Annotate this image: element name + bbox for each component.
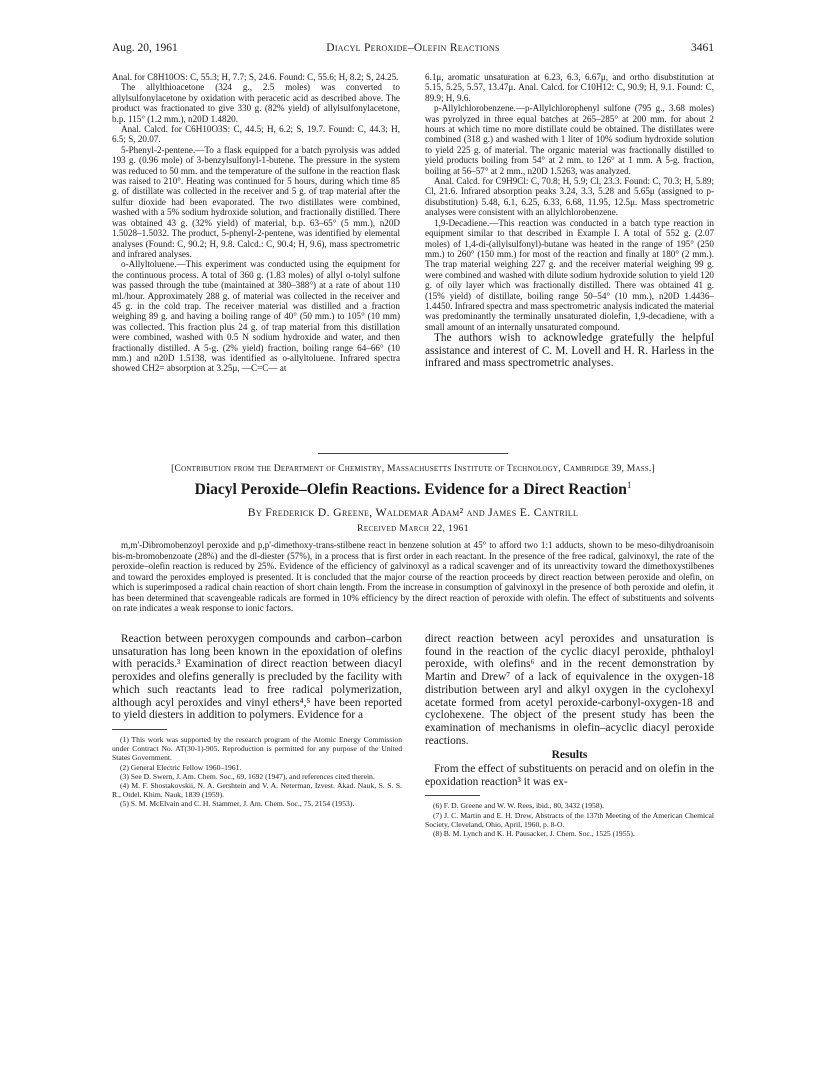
footnote-rule [112,729,167,730]
body-paragraph: direct reaction between acyl peroxides and unsaturation is found in the reaction of the cyclic diacyl peroxide, phthaloyl peroxide, with olefins⁶ and in the recent demonstration by Martin and Drew⁷ of a lack of equivalence in the oxygen-18 distribution between aryl and alkyl oxygen in the cyclohexyl acetate formed from acetyl peroxide-carbonyl-oxygen-18 and cyclohexene. The object of the present study has been the examination of mechanisms in olefin–acyclic diacyl peroxide reactions. [425,633,714,747]
footnote: (3) See D. Swern, J. Am. Chem. Soc., 69, 1692 (1947), and references cited therein. [120,771,375,781]
footnote: (6) F. D. Greene and W. W. Rees, ibid., 80, 3432 (1958). [433,801,605,811]
abstract: m,m'-Dibromobenzoyl peroxide and p,p'-dimethoxy-trans-stilbene react in benzene solution at 45° to afford two 1:1 adducts, shown to be meso-dihydroanisoin bis-m-bromobenzoate (28%) and the dl-diester (57%), in a process that is first order in each reactant. In the presence of the free radical, galvinoxyl, the rate of the peroxide–olefin reaction is reduced by 25%. Evidence of the efficiency of galvinoxyl as a radical scavenger and of its unreactivity toward the dimethoxystilbenes and toward the peroxides employed is presented. It is concluded that the major course of the reaction proceeds by direct reaction between peroxide and olefin, on which is superimposed a radical chain reaction of short chain length. From the increase in consumption of galvinoxyl in the presence of both peroxide and olefin, it has been determined that scavengeable radicals are formed in 10% efficiency by the direct reaction of peroxide with olefin. The effect of substituents and solvents on rate indicates a weak response to ionic factors. [112,540,714,613]
paragraph: Anal. for C8H10OS: C, 55.3; H, 7.7; S, 24.6. Found: C, 55.6; H, 8.2; S, 24.25. [112,72,399,82]
title-footnote-marker: 1 [626,480,632,490]
footnotes-left [112,735,402,809]
header-journal-title: Diacyl Peroxide–Olefin Reactions [326,42,500,54]
left-column-top [112,72,400,374]
header-date: Aug. 20, 1961 [112,42,178,54]
paragraph: The allylthioacetone (324 g., 2.5 moles) was converted to allylsulfonylacetone by oxidation with peracetic acid as described above. The product was fractionated to give 330 g. (82% yield) of allylsulfonylacetone, b.p. 115° (1.2 mm.), n20D 1.4820. [112,82,400,124]
acknowledgment: The authors wish to acknowledge gratefully the helpful assistance and interest of C. M. Lovell and H. R. Harless in the infrared and mass spectrometric analyses. [425,332,714,370]
header-page-number: 3461 [691,42,714,54]
footnote: (8) B. M. Lynch and K. H. Pausacker, J. Chem. Soc., 1525 (1955). [433,829,635,839]
section-divider [318,453,508,454]
contribution-line: [Contribution from the Department of Chemistry, Massachusetts Institute of Technology, Cambridge 39, Mass.] [171,463,655,474]
article-title-text: Diacyl Peroxide–Olefin Reactions. Evidence for a Direct Reaction [194,481,627,499]
paragraph: o-Allyltoluene.—This experiment was conducted using the equipment for the continuous process. A total of 360 g. (1.83 moles) of allyl o-tolyl sulfone was passed through the tube (maintained at 380–388°) at a rate of about 110 ml./hour. Approximately 288 g. of material was collected in the receiver and 45 g. in the cold trap. The receiver material was distilled and a fraction weighing 89 g. and having a boiling range of 40° (50 mm.) to 105° (10 mm) was collected. This fraction plus 24 g. of trap material from this distillation were combined, washed with 0.5 N sodium hydroxide and water, and then fractionally distilled. A 5-g. (2% yield) fraction, boiling range 64–66° (10 mm.) and n20D 1.5138, was identified as o-allyltoluene. Infrared spectra showed CH2= absorption at 3.25μ, —C=C— at [112,259,400,374]
body-paragraph: Reaction between peroxygen compounds and carbon–carbon unsaturation has long been known in the epoxidation of olefins with peracids.³ Examination of direct reaction between diacyl peroxides and olefins generally is precluded by the facility with which such reactants lead to free radical polymerization, although acyl peroxides and vinyl ethers⁴,⁵ have been reported to yield diesters in addition to polymers. Evidence for a [112,633,402,722]
authors: By Frederick D. Greene, Waldemar Adam² and James E. Cantrill [247,505,579,519]
footnote: (7) J. C. Martin and E. H. Drew, Abstracts of the 137th Meeting of the American Chemical Society, Cleveland, Ohio, April, 1960, p. 8-O. [425,810,714,829]
paragraph: 1,9-Decadiene.—This reaction was conducted in a batch type reaction in equipment similar to that described in Example I. A total of 552 g. (2.07 moles) of 1,4-di-(allylsulfonyl)-butane was heated in the range of 195° (250 mm.) to 260° (150 mm.) for most of the reaction and finally at 180° (2 mm.). The trap material weighing 227 g. and the receiver material weighing 99 g. were combined and washed with dilute sodium hydroxide solution to yield 120 g. of oily layer which was fractionally distilled. There was obtained 41 g. (15% yield) of distillate, boiling range 50–54° (10 mm.), n20D 1.4436–1.4450. Infrared spectra and mass spectrometric analysis indicated the material was predominantly the terminally unsaturated diolefin, 1,9-decadiene, with a small amount of an internally unsaturated compound. [425,217,714,332]
results-heading: Results [551,749,588,762]
body-right-column [425,633,714,838]
article-title [112,480,714,499]
footnote: (2) General Electric Fellow 1960–1961. [120,762,242,772]
paragraph: Anal. Calcd. for C9H9Cl: C, 70.8; H, 5.9; Cl, 23.3. Found: C, 70.3; H, 5.89; Cl, 21.6. Infrared absorption peaks 3.24, 3.3, 5.28 and 5.65μ (assigned to p-disubstitution) 5.48, 6.1, 6.25, 6.33, 6.68, 11.95, 12.5μ. Mass spectrometric analyses were consistent with an allylchlorobenzene. [425,176,714,218]
footnote: (1) This work was supported by the research program of the Atomic Energy Commission under Contract No. AT(30-1)-905. Reproduction is permitted for any purpose of the United States Government. [112,734,402,763]
paragraph: 6.1μ, aromatic unsaturation at 6.23, 6.3, 6.67μ, and ortho disubstitution at 5.15, 5.25, 5.57, 13.47μ. Anal. Calcd. for C10H12: C, 90.9; H, 9.1. Found: C, 89.9; H, 9.6. [425,72,714,103]
footnotes-right [425,801,714,838]
paragraph: p-Allylchlorobenzene.—p-Allylchlorophenyl sulfone (795 g., 3.68 moles) was pyrolyzed in three equal batches at 265–285° at 200 mm. for about 2 hours at which time no more distillate could be obtained. The distillates were combined (318 g.) and washed with 1 liter of 10% sodium hydroxide solution to yield 225 g. of material. The organic material was fractionally distilled to yield products boiling from 54° at 2 mm. to 126° at 1 mm. A 5-g. fraction, boiling at 56–57° at 2 mm., n20D 1.5263, was analyzed. [425,103,714,176]
body-left-column [112,633,402,809]
footnote: (4) M. F. Shostakovskii, N. A. Gershtein and V. A. Neterman, Izvest. Akad. Nauk, S. S. S. R., Otdel. Khim. Nauk, 1839 (1959). [112,780,402,800]
right-column-top [425,72,714,370]
received-date: Received March 22, 1961 [357,523,469,534]
footnote-rule [425,795,480,796]
paragraph: 5-Phenyl-2-pentene.—To a flask equipped for a batch pyrolysis was added 193 g. (0.96 mole) of 3-benzylsulfonyl-1-butene. The pressure in the system was reduced to 50 mm. and the temperature of the sulfone in the reaction flask was raised to 210°. Heating was continued for 5 hours, during which time 85 g. of distillate was collected in the receiver and 5 g. of trap material after the sulfur dioxide had been evaporated. The two distillates were combined, washed with a 5% sodium hydroxide solution, and fractionally distilled. There was obtained 43 g. (32% yield) of material, b.p. 63–65° (5 mm.), n20D 1.5028–1.5032. The product, 5-phenyl-2-pentene, was identified by elemental analyses (Found: C, 90.2; H, 9.8. Calcd.: C, 90.4; H, 9.6), mass spectrometric and infrared analyses. [112,144,400,259]
footnote: (5) S. M. McElvain and C. H. Stammer, J. Am. Chem. Soc., 75, 2154 (1953). [120,799,355,809]
paragraph: Anal. Calcd. for C6H10O3S: C, 44.5; H, 6.2; S, 19.7. Found: C, 44.3; H, 6.5; S, 20.07. [112,124,400,145]
running-head [112,42,714,56]
results-paragraph: From the effect of substituents on peracid and on olefin in the epoxidation reaction³ it was ex- [425,763,714,788]
